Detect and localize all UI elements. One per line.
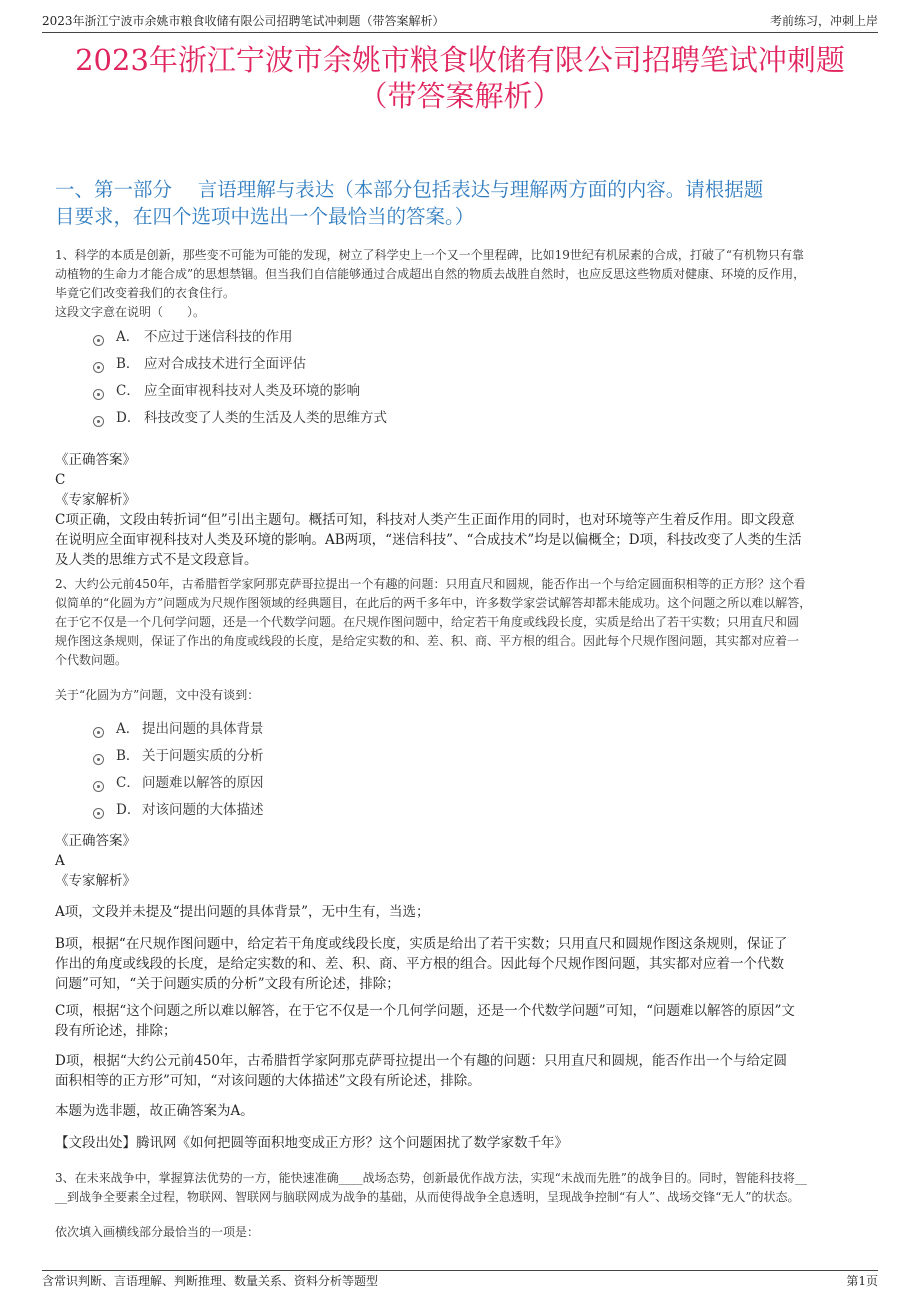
analysis-line: 及人类的思维方式不是文段意旨。 — [55, 552, 258, 568]
q3-stem-line: __到战争全要素全过程，物联网、智联网与脑联网成为战争的基础，从而使得战争全息透明，呈现战争控制“有人”、战场交锋“无人”的状态。 — [55, 1190, 800, 1204]
analysis-line: C项正确，文段由转折词“但”引出主题句。概括可知，科技对人类产生正面作用的同时，也对环境等产生着反作用。即文段意 — [55, 512, 795, 528]
option-letter: B． — [116, 356, 140, 372]
analysis-line: B项，根据“在尺规作图问题中，给定若干角度或线段长度，实质是给出了若干实数；只用直尺和圆规作图这条规则，保证了 — [55, 936, 788, 952]
analysis-line: 作出的角度或线段的长度，是给定实数的和、差、积、商、平方根的组合。因此每个尺规作图问题，其实都对应着一个代数 — [55, 956, 784, 972]
answer-value: A — [55, 853, 65, 869]
radio-icon[interactable] — [93, 389, 104, 400]
document-title — [40, 42, 880, 114]
analysis-line: D项，根据“大约公元前450年，古希腊哲学家阿那克萨哥拉提出一个有趣的问题：只用直尺和圆规，能否作出一个与给定圆 — [55, 1053, 787, 1069]
q1-stem-line: 毕竟它们改变着我们的衣食住行。 — [55, 286, 236, 300]
footer-question-types: 含常识判断、言语理解、判断推理、数量关系、资料分析等题型 — [42, 1274, 379, 1288]
q2-option-d[interactable] — [93, 797, 264, 824]
page-header — [42, 10, 878, 33]
q2-stem-line: 似简单的“化圆为方”问题成为尺规作图领域的经典题目，在此后的两千多年中，许多数学家尝试解答却都未能成功。这个问题之所以难以解答， — [55, 596, 812, 610]
page-number: 第1页 — [846, 1274, 878, 1288]
option-text: 问题难以解答的原因 — [142, 775, 264, 791]
section-heading-line1: 一、第一部分 言语理解与表达（本部分包括表达与理解两方面的内容。请根据题 — [55, 178, 764, 201]
header-doc-title: 2023年浙江宁波市余姚市粮食收储有限公司招聘笔试冲刺题（带答案解析） — [42, 14, 445, 28]
option-text: 提出问题的具体背景 — [142, 721, 264, 737]
answer-label: 《正确答案》 — [55, 833, 136, 849]
q2-source: 【文段出处】腾讯网《如何把圆等面积地变成正方形？这个问题困扰了数学家数千年》 — [55, 1135, 568, 1151]
option-letter: C． — [116, 383, 140, 399]
option-letter: D． — [116, 802, 141, 818]
analysis-line: 面积相等的正方形”可知，“对该问题的大体描述”文段有所论述，排除。 — [55, 1073, 481, 1089]
header-slogan: 考前练习，冲刺上岸 — [769, 14, 878, 28]
option-text: 对该问题的大体描述 — [142, 802, 264, 818]
q2-stem — [55, 575, 872, 670]
q2-analysis-a: A项，文段并未提及“提出问题的具体背景”，无中生有，当选； — [55, 904, 430, 920]
q2-analysis-c — [55, 1001, 872, 1041]
answer-value: C — [55, 472, 66, 488]
document-title-line1: 2023年浙江宁波市余姚市粮食收储有限公司招聘笔试冲刺题 — [75, 43, 845, 77]
option-letter: A． — [116, 329, 140, 345]
q2-conclusion: 本题为选非题，故正确答案为A。 — [55, 1103, 254, 1119]
q1-stem-line: 动植物的生命力才能合成”的思想禁锢。但当我们自信能够通过合成超出自然的物质去战胜自然时，也应反思这些物质对健康、环境的反作用， — [55, 267, 806, 281]
q2-option-b[interactable] — [93, 743, 264, 770]
section-heading-line2: 目要求，在四个选项中选出一个最恰当的答案。） — [55, 205, 475, 228]
q2-analysis-d — [55, 1051, 872, 1091]
answer-label: 《正确答案》 — [55, 452, 136, 468]
q2-stem-line: 规作图这条规则，保证了作出的角度或线段的长度，是给定实数的和、差、积、商、平方根的组合。因此每个尺规作图问题，其实都对应着一 — [55, 634, 800, 648]
option-letter: A． — [116, 721, 140, 737]
q1-stem — [55, 246, 872, 303]
option-text: 不应过于迷信科技的作用 — [144, 329, 293, 345]
analysis-label: 《专家解析》 — [55, 492, 136, 508]
analysis-line: 段有所论述，排除； — [55, 1023, 177, 1039]
option-text: 关于问题实质的分析 — [142, 748, 264, 764]
q2-stem-line: 2、大约公元前450年，古希腊哲学家阿那克萨哥拉提出一个有趣的问题：只用直尺和圆规，能否作出一个与给定圆面积相等的正方形？这个看 — [55, 577, 806, 591]
q3-stem — [55, 1169, 872, 1207]
radio-icon[interactable] — [93, 808, 104, 819]
q1-option-c[interactable] — [93, 378, 387, 405]
radio-icon[interactable] — [93, 362, 104, 373]
q2-stem-line: 在于它不仅是一个几何学问题，还是一个代数学问题。在尺规作图问题中，给定若干角度或线段长度，实质是给出了若干实数；只用直尺和圆 — [55, 615, 800, 629]
q2-stem-line: 个代数问题。 — [55, 653, 128, 667]
analysis-line: 在说明应全面审视科技对人类及环境的影响。AB两项，“迷信科技”、“合成技术”均是以偏概全；D项，科技改变了人类的生活 — [55, 532, 802, 548]
q2-option-a[interactable] — [93, 716, 264, 743]
analysis-label: 《专家解析》 — [55, 873, 136, 889]
q1-prompt: 这段文字意在说明（ ）。 — [55, 305, 206, 319]
option-text: 科技改变了人类的生活及人类的思维方式 — [144, 410, 387, 426]
page-footer — [42, 1270, 878, 1291]
option-text: 应全面审视科技对人类及环境的影响 — [144, 383, 360, 399]
radio-icon[interactable] — [93, 335, 104, 346]
q2-prompt: 关于“化圆为方”问题，文中没有谈到： — [55, 688, 260, 702]
option-letter: C． — [116, 775, 140, 791]
radio-icon[interactable] — [93, 416, 104, 427]
q3-prompt: 依次填入画横线部分最恰当的一项是： — [55, 1225, 260, 1239]
analysis-line: 问题”可知，“关于问题实质的分析”文段有所论述，排除； — [55, 976, 400, 992]
q1-stem-line: 1、科学的本质是创新，那些变不可能为可能的发现，树立了科学史上一个又一个里程碑，比如19世纪有机尿素的合成，打破了“有机物只有靠 — [55, 248, 805, 262]
q1-option-a[interactable] — [93, 324, 387, 351]
q2-analysis-b — [55, 934, 872, 994]
option-letter: D． — [116, 410, 141, 426]
option-letter: B． — [116, 748, 140, 764]
document-title-line2: （带答案解析） — [358, 79, 562, 113]
q3-stem-line: 3、在未来战争中，掌握算法优势的一方，能快速准确____战场态势，创新最优作战方法，实现“未战而先胜”的战争目的。同时，智能科技将__ — [55, 1171, 807, 1185]
q1-option-b[interactable] — [93, 351, 387, 378]
section-heading — [55, 176, 872, 230]
q1-options — [93, 324, 387, 432]
option-text: 应对合成技术进行全面评估 — [144, 356, 306, 372]
q2-answer-block — [55, 831, 872, 891]
radio-icon[interactable] — [93, 727, 104, 738]
q2-options — [93, 716, 264, 824]
radio-icon[interactable] — [93, 754, 104, 765]
analysis-line: C项，根据“这个问题之所以难以解答，在于它不仅是一个几何学问题，还是一个代数学问题”可知，“问题难以解答的原因”文 — [55, 1003, 795, 1019]
q1-option-d[interactable] — [93, 405, 387, 432]
radio-icon[interactable] — [93, 781, 104, 792]
q1-answer-block — [55, 450, 872, 570]
q2-option-c[interactable] — [93, 770, 264, 797]
